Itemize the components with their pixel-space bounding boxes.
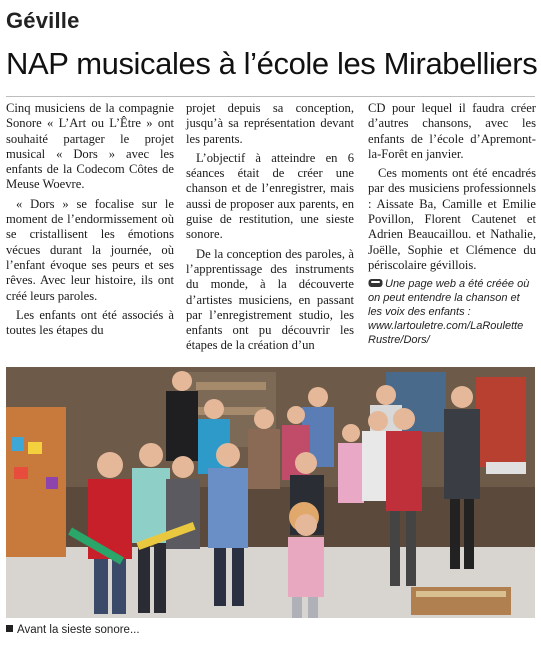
web-icon (368, 278, 383, 288)
section-title: Géville (6, 8, 80, 33)
paragraph: Ces moments ont été encadrés par des musiciens professionnels : Aissate Ba, Camille et Emilie Povillon, Florent Cautenet et Adrien Beaucaillou. et Nathalie, Joëlle, Sophie et Clémence du périscolaire gévillois. (368, 166, 536, 272)
group-photo (6, 367, 535, 618)
web-note (368, 277, 536, 347)
caption-marker-icon (6, 625, 13, 632)
paragraph: « Dors » se focalise sur le moment de l’endormissement où se cristallisent les émotions vécues durant la journée, où l’enfant évoque ses peurs et ses rêves. Avec leur histoire, ils ont créé leurs paroles. (6, 196, 174, 303)
paragraph: L’objectif à atteindre en 6 séances était de créer une chanson et de l’enregistrer, mais aussi de proposer aux parents, en guise de restitution, une sieste sonore. (186, 150, 354, 242)
article-column-1 (6, 101, 174, 342)
photo-illustration (6, 367, 535, 618)
headline: NAP musicales à l’école les Mirabelliers (6, 46, 538, 81)
paragraph: De la conception des paroles, à l’apprentissage des instruments du monde, à la découverte d’artistes musiciens, en passant par l’enregistrement studio, les enfants ont pu découvrir les étapes de la création d’un (186, 246, 354, 353)
divider (6, 96, 535, 97)
photo-caption (6, 624, 140, 636)
paragraph: Cinq musiciens de la compagnie Sonore « L’Art ou L’Être » ont souhaité partager le projet musical « Dors » avec les enfants de la Codecom Côtes de Meuse Woevre. (6, 101, 174, 192)
web-note-text: Une page web a été créée où on peut entendre la chanson et les voix des enfants : (368, 278, 530, 319)
caption-text: Avant la sieste sonore... (17, 624, 140, 636)
article-column-3 (368, 101, 536, 347)
web-link[interactable]: www.lartouletre.com/LaRoulette Rustre/Dors/ (368, 320, 524, 347)
paragraph: Les enfants ont été associés à toutes les étapes du (6, 307, 174, 338)
article-column-2 (186, 101, 354, 358)
paragraph: projet depuis sa conception, jusqu’à sa représentation devant les parents. (186, 101, 354, 146)
paragraph: CD pour lequel il faudra créer d’autres chansons, avec les enfants de l’école d’Apremont-la-Forêt en janvier. (368, 101, 536, 161)
